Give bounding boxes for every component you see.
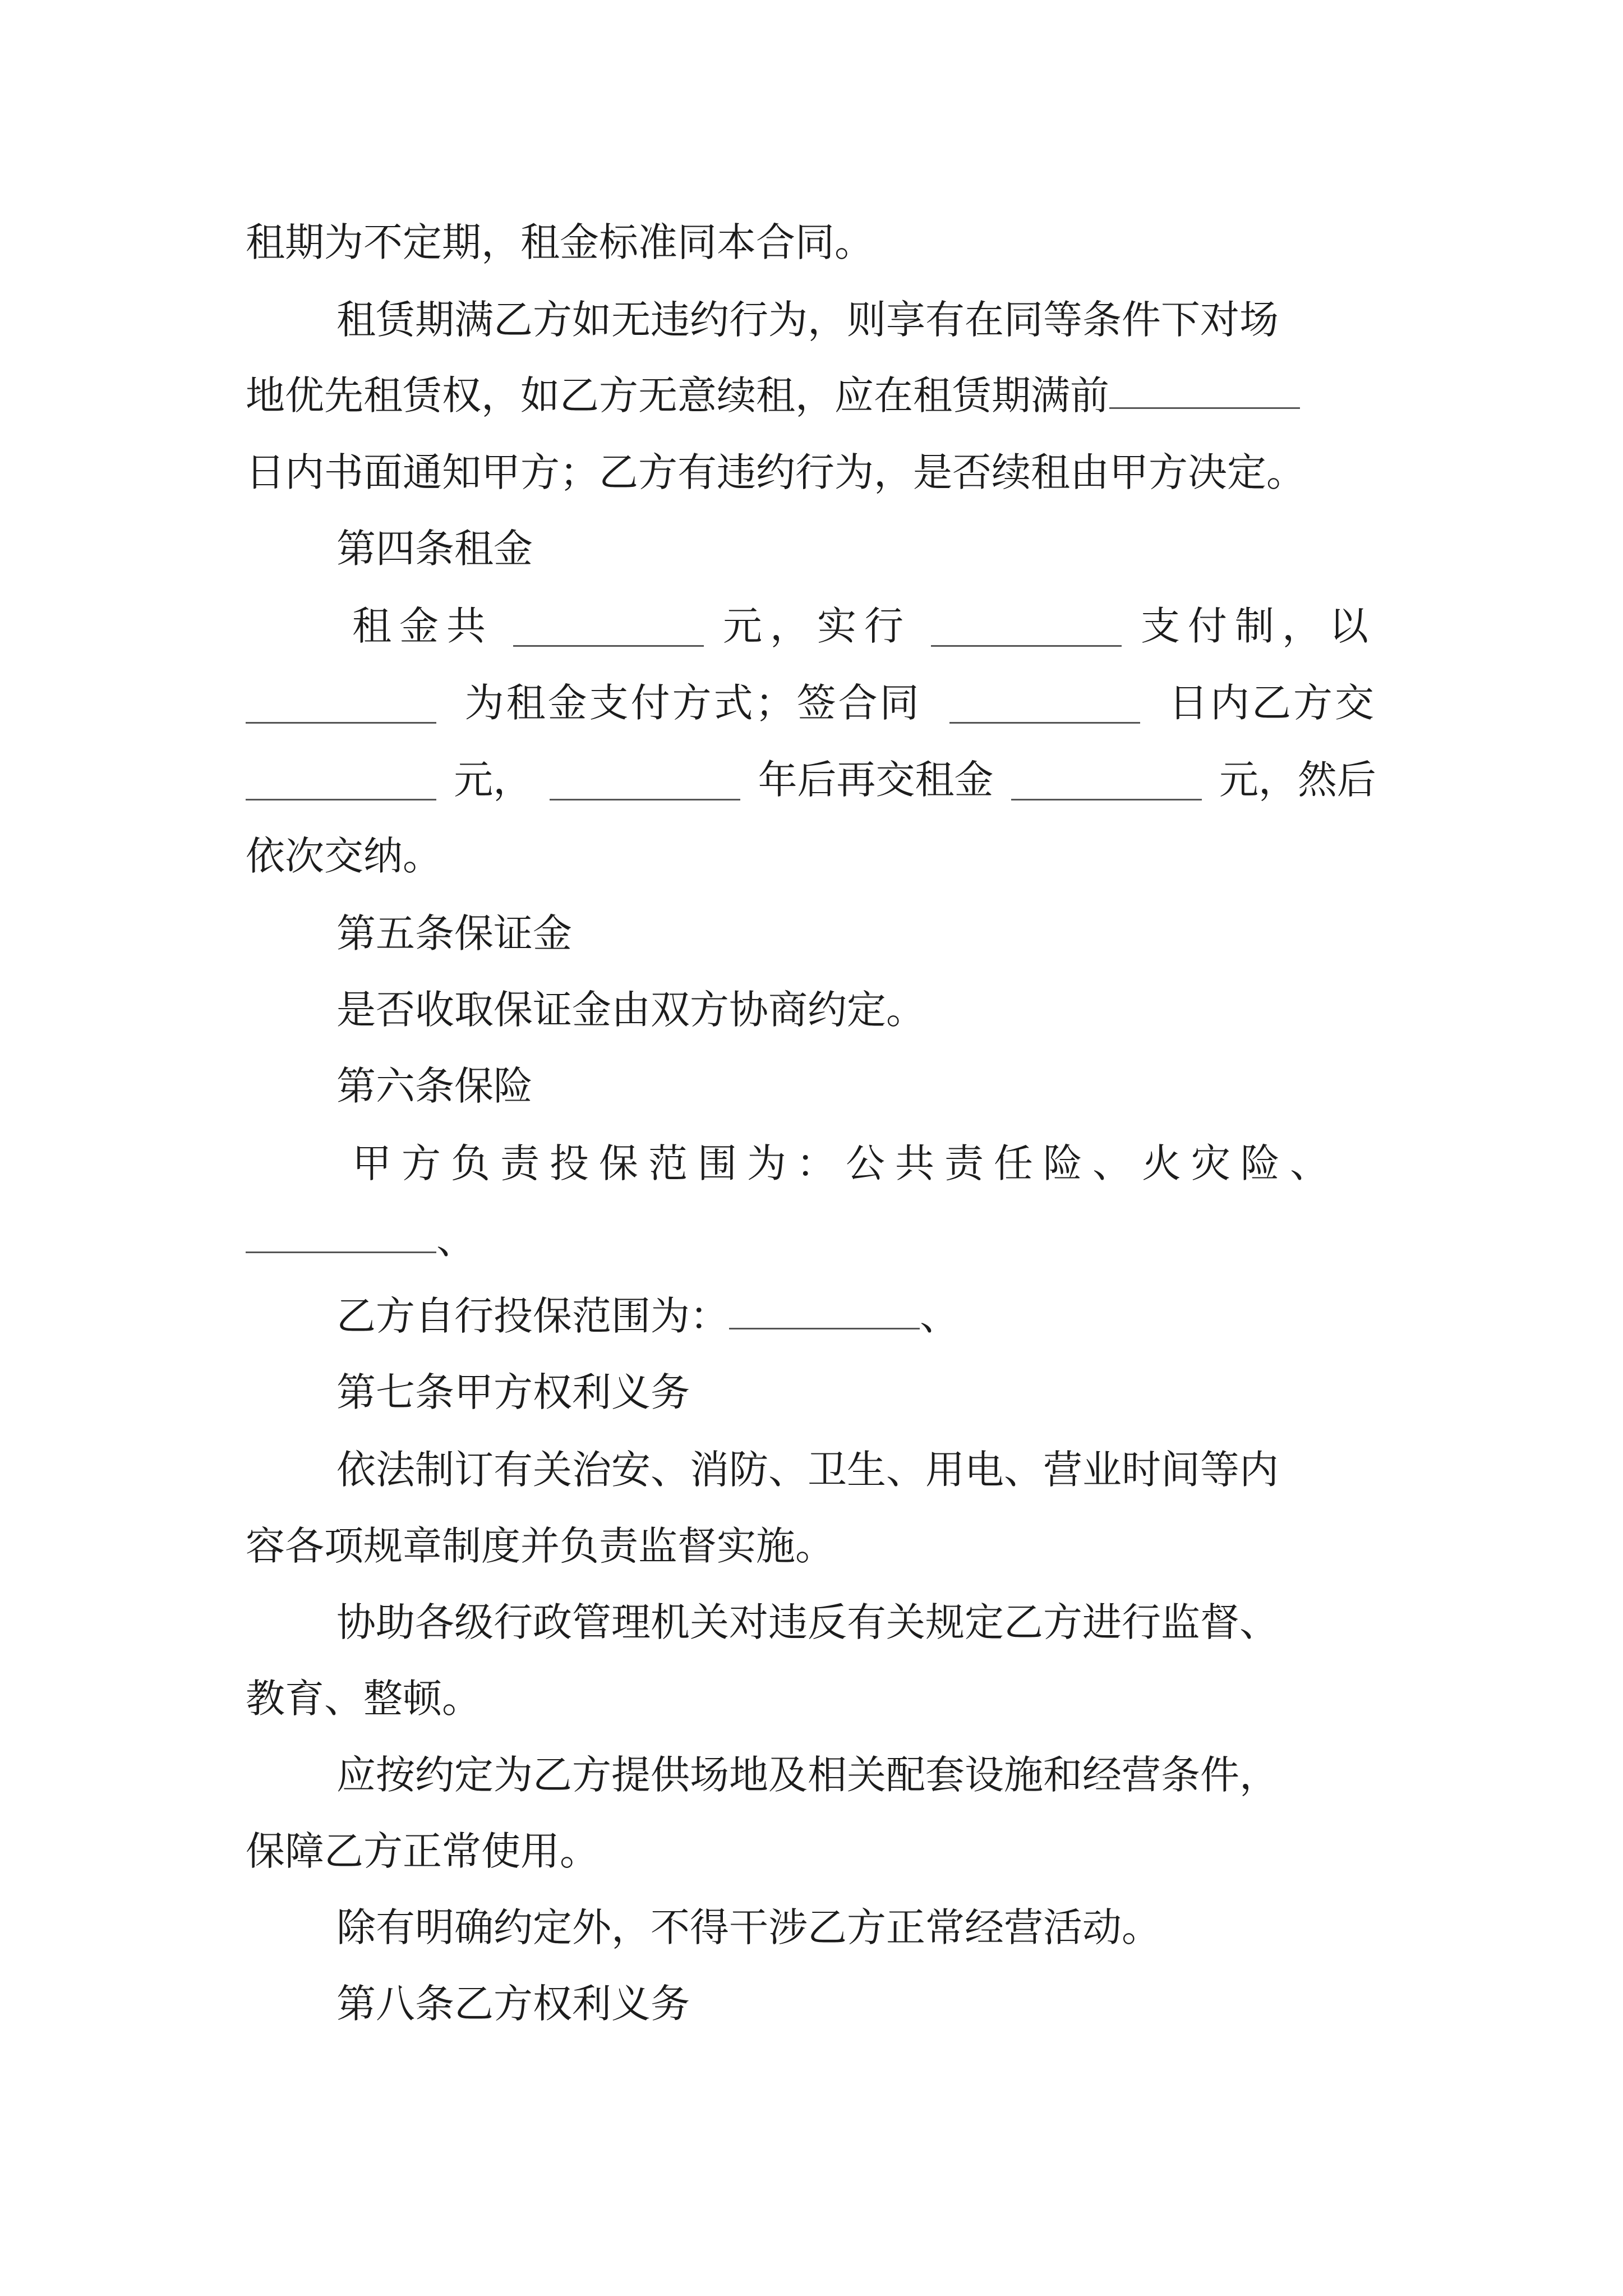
text-line: 保障乙方正常使用。 xyxy=(246,1828,599,1874)
text-line: 元， 年后再交租金 元，然后 xyxy=(246,752,1376,808)
fill-blank[interactable] xyxy=(1109,368,1300,409)
paragraph-line: 甲方负责投保范围为：公共责任险、火灾险、 xyxy=(352,1140,1339,1186)
text-line: 容各项规章制度并负责监督实施。 xyxy=(246,1523,834,1569)
text-line: 教育、整顿。 xyxy=(246,1676,481,1722)
section-heading: 第七条甲方权利义务 xyxy=(336,1369,690,1415)
paragraph-line: 应按约定为乙方提供场地及相关配套设施和经营条件， xyxy=(336,1752,1279,1798)
text-line: 地优先租赁权，如乙方无意续租，应在租赁期满前 xyxy=(246,367,1300,424)
paragraph-line: 是否收取保证金由双方协商约定。 xyxy=(336,987,925,1033)
fill-blank[interactable] xyxy=(513,606,704,647)
text-line: 、 xyxy=(246,1212,476,1268)
section-heading: 第六条保险 xyxy=(336,1063,533,1109)
fill-blank[interactable] xyxy=(246,683,436,724)
paragraph-line: 租赁期满乙方如无违约行为，则享有在同等条件下对场 xyxy=(336,297,1279,343)
paragraph-line: 除有明确约定外，不得干涉乙方正常经营活动。 xyxy=(336,1904,1161,1950)
paragraph-line: 依法制订有关治安、消防、卫生、用电、营业时间等内 xyxy=(336,1447,1279,1493)
fill-blank[interactable] xyxy=(246,1212,436,1253)
fill-blank[interactable] xyxy=(931,606,1122,647)
fill-blank[interactable] xyxy=(246,760,436,800)
paragraph-line: 协助各级行政管理机关对违反有关规定乙方进行监督、 xyxy=(336,1599,1279,1645)
fill-blank[interactable] xyxy=(949,683,1140,724)
section-heading: 第五条保证金 xyxy=(336,910,572,956)
text-line: 日内书面通知甲方；乙方有违约行为，是否续租由甲方决定。 xyxy=(246,449,1306,495)
text-line: 租金共 元，实行 支付制，以 xyxy=(352,603,1376,649)
text-line: 为租金支付方式；签合同 日内乙方交 xyxy=(246,675,1376,731)
fill-blank[interactable] xyxy=(729,1289,920,1329)
paragraph-line: 乙方自行投保范围为： 、 xyxy=(336,1288,959,1344)
fill-blank[interactable] xyxy=(550,760,740,800)
section-heading: 第四条租金 xyxy=(336,526,533,572)
section-heading: 第八条乙方权利义务 xyxy=(336,1981,690,2027)
text-line: 租期为不定期，租金标准同本合同。 xyxy=(246,219,874,265)
text-line: 依次交纳。 xyxy=(246,833,442,879)
fill-blank[interactable] xyxy=(1011,760,1202,800)
